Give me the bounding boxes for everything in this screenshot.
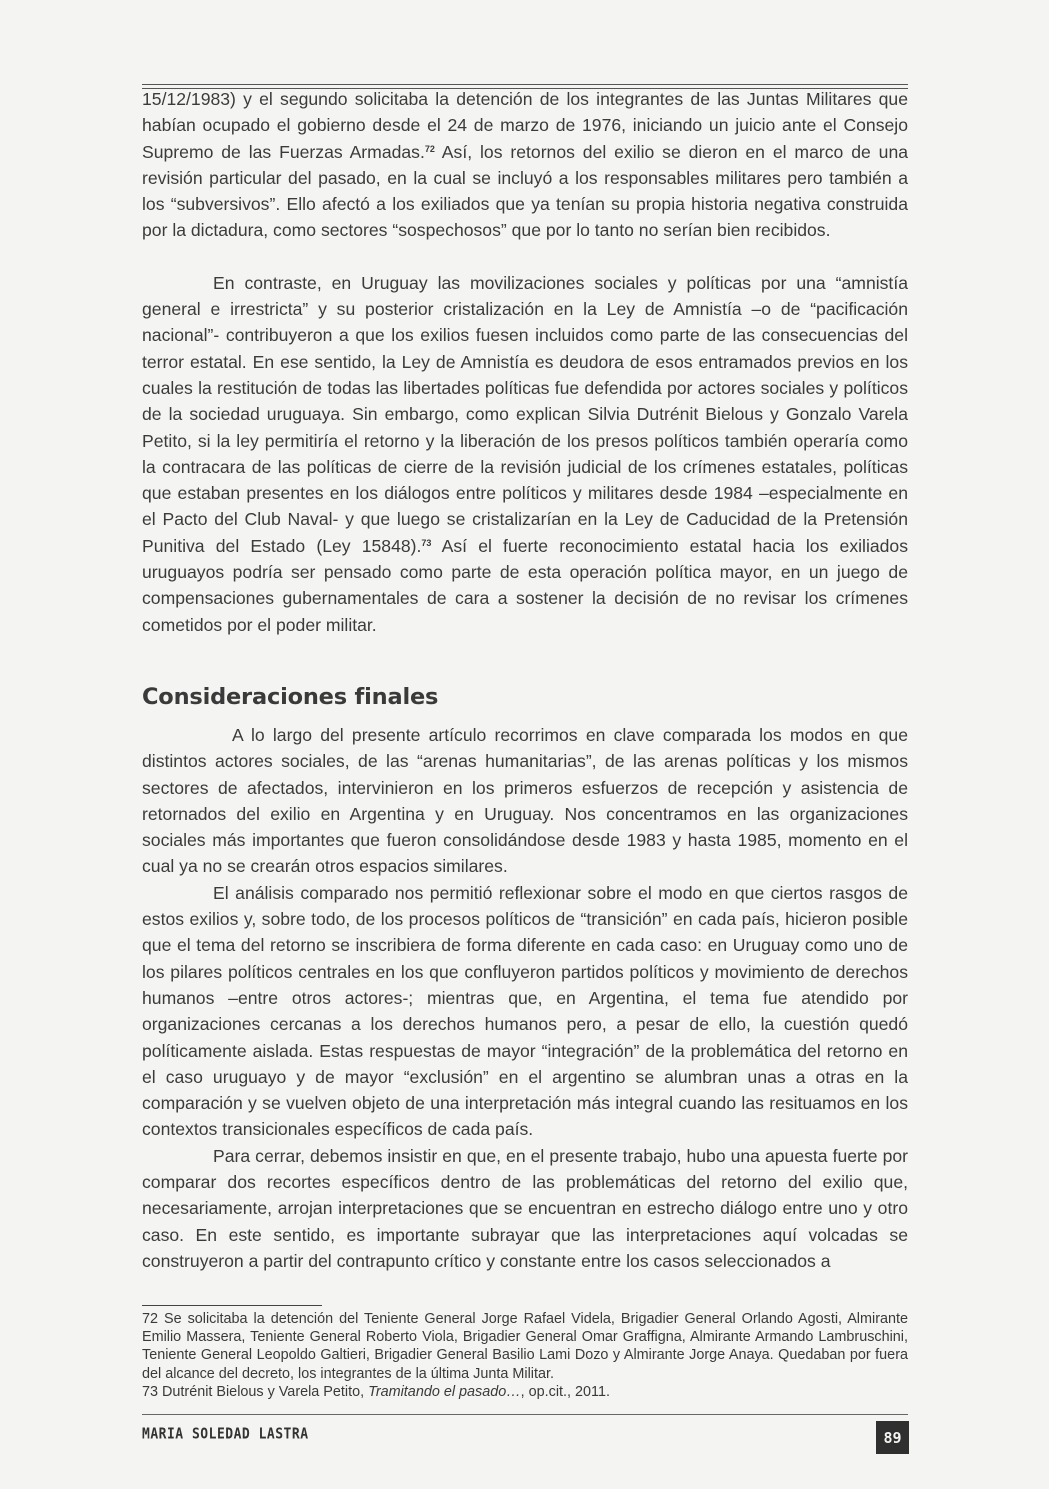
footnote-rule [142,1305,322,1306]
footnote-ref-73[interactable]: 73 [421,537,432,548]
page-number-badge: 89 [876,1421,909,1454]
footnotes [142,1310,908,1401]
footnote-ref-72[interactable]: 72 [424,143,435,154]
body-text-upper [142,86,908,638]
top-rule [142,84,908,85]
footer-rule [142,1414,908,1415]
paragraph-final-2: El análisis comparado nos permitió reflexionar sobre el modo en que ciertos rasgos de estos exilios y, sobre todo, de los procesos políticos de “transición” en cada país, hicieron posible que el tema del retorno se inscribiera de forma diferente en cada caso: en Uruguay como uno de los pilares políticos centrales en los que confluyeron partidos políticos y movimiento de derechos humanos –entre otros actores-; mientras que, en Argentina, el tema fue atendido por organizaciones cercanas a los derechos humanos pero, a pesar de ello, la cuestión quedó políticamente aislada. Estas respuestas de mayor “integración” de la problemática del retorno en el caso uruguayo y de mayor “exclusión” en el argentino se alumbran unas a otras en la comparación y se vuelven objeto de una interpretación más integral cuando las resituamos en los contextos transicionales específicos de cada país. [142,882,908,1140]
author-name: MARIA SOLEDAD LASTRA [142,1426,309,1444]
body-text-lower [142,722,908,1274]
paragraph-uruguay: En contraste, en Uruguay las movilizaciones sociales y políticas por una “amnistía general e irrestricta” y su posterior cristalización en la Ley de Amnistía –o de “pacificación nacional”- contribuyeron a que los exilios fuesen incluidos como parte de las consecuencias del terror estatal. En ese sentido, la Ley de Amnistía es deudora de esos entramados previos en los cuales la restitución de todas las libertades políticas fue defendida por actores sociales y políticos de la sociedad uruguaya. Sin embargo, como explican Silvia Dutrénit Bielous y Gonzalo Varela Petito, si la ley permitiría el retorno y la liberación de los presos políticos también operaría como la contracara de las políticas de cierre de la revisión judicial de los crímenes estatales, políticas que estaban presentes en los diálogos entre políticos y militares desde 1984 –especialmente en el Pacto del Club Naval- y que luego se cristalizarían en la Ley de Caducidad de la Pretensión Punitiva del Estado (Ley 15848).$^{73}$ Así el fuerte reconocimiento estatal hacia los exiliados uruguayos podría ser pensado como parte de esta operación política mayor, en un juego de compensaciones gubernamentales de cara a sostener la decisión de no revisar los crímenes cometidos por el poder militar. [142,272,909,635]
footnote-73: 73 Dutrénit Bielous y Varela Petito, Tramitando el pasado…, op.cit., 2011. [142,1383,610,1400]
section-heading: Consideraciones finales [142,684,439,710]
paragraph-final-3: Para cerrar, debemos insistir en que, en el presente trabajo, hubo una apuesta fuerte por comparar dos recortes específicos dentro de las problemáticas del retorno del exilio que, necesariamente, arrojan interpretaciones que se encuentran en estrecho diálogo entre uno y otro caso. En este sentido, es importante subrayar que las interpretaciones aquí volcadas se construyeron a partir del contrapunto crítico y constante entre los casos seleccionados a [142,1145,908,1271]
paragraph-intro: 15/12/1983) y el segundo solicitaba la detención de los integrantes de las Juntas Militares que habían ocupado el gobierno desde el 24 de marzo de 1976, iniciando un juicio ante el Consejo Supremo de las Fuerzas Armadas.$^{72}$ Así, los retornos del exilio se dieron en el marco de una revisión particular del pasado, en la cual se incluyó a los responsables militares pero también a los “subversivos”. Ello afectó a los exiliados que ya tenían su propia historia negativa construida por la dictadura, como sectores “sospechosos” que por lo tanto no serían bien recibidos. [142,89,909,241]
paragraph-final-1: A lo largo del presente artículo recorrimos en clave comparada los modos en que distintos actores sociales, de las “arenas humanitarias”, de las arenas políticas y los mismos sectores de afectados, intervinieron en los primeros esfuerzos de recepción y asistencia de retornados del exilio en Argentina y en Uruguay. Nos concentramos en las organizaciones sociales más importantes que fueron consolidándose desde 1983 y hasta 1985, momento en el cual ya no se crearán otros espacios similares. [142,725,908,877]
document-page [142,0,908,1489]
footnote-72: 72 Se solicitaba la detención del Teniente General Jorge Rafael Videla, Brigadier General Orlando Agosti, Almirante Emilio Massera, Teniente General Roberto Viola, Brigadier General Omar Graffigna, Almirante Armando Lambruschini, Teniente General Leopoldo Galtieri, Brigadier General Basilio Lami Dozo y Almirante Jorge Anaya. Quedaban por fuera del alcance del decreto, los integrantes de la última Junta Militar. [142,1311,908,1382]
